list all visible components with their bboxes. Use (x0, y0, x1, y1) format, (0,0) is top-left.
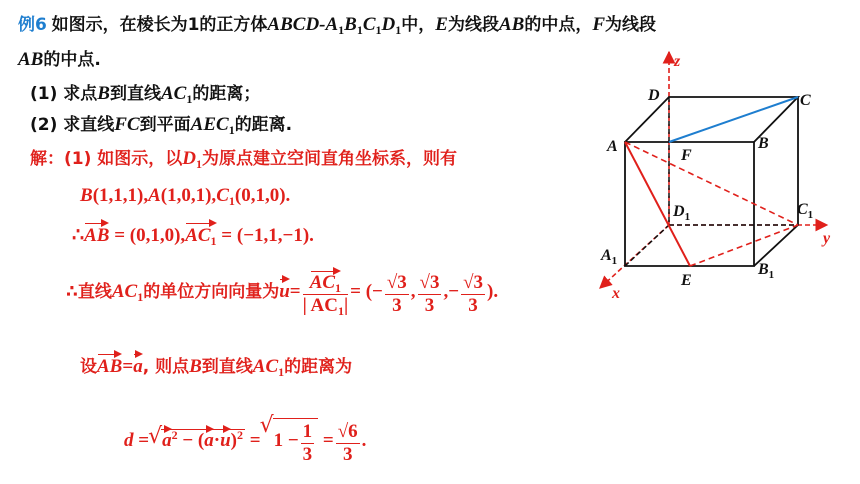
label-c: C (800, 92, 811, 109)
label-y: y (823, 230, 831, 247)
label-b1: $B_1$ (758, 261, 775, 281)
solution-line-1: 解：(1) 如图示，以$D_1$为原点建立空间直角坐标系，则有 (30, 148, 458, 171)
label-d1: $D_1$ (673, 203, 691, 223)
label-a1: $A_1$ (601, 247, 618, 267)
solution-line-4: ∴直线$AC_1$的单位方向向量为u= $\frac{AC_1}{| AC_1|}$ = (− $\frac{√3}{3}$ , $\frac{√3}{3}$ ,− $\frac{√3}{3}$ ). (66, 272, 499, 318)
edge-a1-d1 (625, 225, 669, 266)
right-back-edges (754, 97, 798, 266)
problem-line-1: 例6 如图示，在棱长为1的正方体ABCD-$A_1B_1C_1D_1$中，E为线段AB的中点，F为线段 (18, 14, 657, 37)
segment-ac1 (625, 142, 798, 225)
question-1: (1) 求点B到直线$AC_1$的距离； (30, 83, 261, 106)
example-tag: 例6 (18, 15, 47, 35)
label-c1: $C_1$ (797, 201, 814, 221)
label-a: A (607, 138, 618, 155)
solution-line-5: 设AB=a, 则点B到直线$AC_1$的距离为 (80, 356, 353, 379)
label-b: B (758, 135, 769, 152)
solution-line-2: $B(1,1,1),A(1,0,1),C_1(0,1,0)$. (80, 185, 291, 208)
solution-line-3: ∴AB = $(0,1,0),AC_1 = (-1,1,-1)$. (72, 225, 314, 248)
label-f: F (681, 147, 692, 164)
segment-ec1 (690, 225, 798, 266)
label-z: z (674, 53, 681, 70)
problem-line-2: AB的中点. (18, 49, 101, 70)
segment-fc (669, 97, 798, 142)
label-x: x (612, 285, 620, 302)
question-2: (2) 求直线FC到平面$AEC_1$的距离. (30, 114, 293, 137)
label-d: D (648, 87, 660, 104)
label-e: E (681, 272, 692, 289)
solution-line-6: d =√ $a^2 - (a\cdot u)^2$ =√ 1 − $\frac{1}{3}$ = $\frac{√6}{3}$ . (124, 418, 366, 466)
